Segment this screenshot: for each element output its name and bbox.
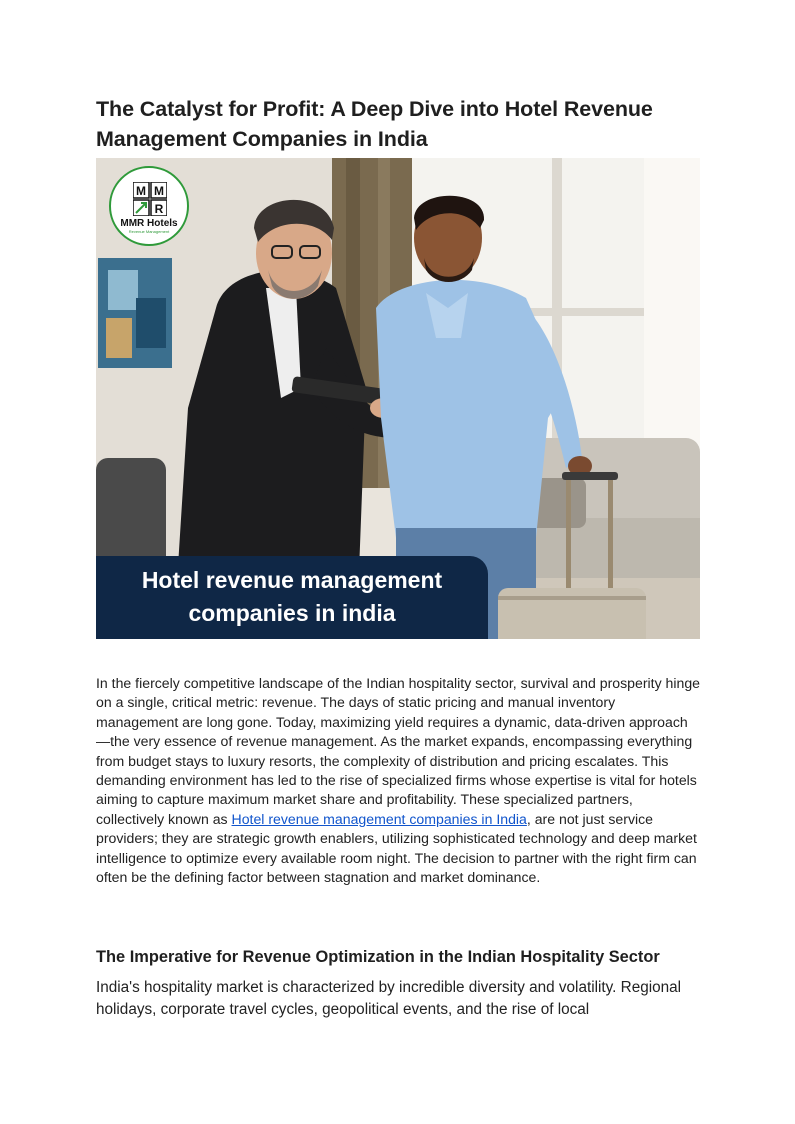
hero-image (96, 158, 700, 639)
banner-line-1: Hotel revenue management (141, 567, 443, 593)
svg-text:M: M (136, 184, 146, 198)
intro-text-before-link: In the fiercely competitive landscape of the Indian hospitality sector, survival and prosperity hinge on a single, critical metric: revenue. The days of static pricing and manual inventory management are long gone. Today, maximizing yield requires a dynamic, data-driven approach—the very essence of revenue management. As the market expands, encompassing everything from budget stays to luxury resorts, the complexity of distribution and pricing escalates. This demanding environment has led to the rise of specialized firms whose expertise is vital for hotels aiming to capture maximum market share and profitability. These specialized partners, collectively known as (96, 675, 701, 827)
logo-name: MMR Hotels (120, 218, 178, 229)
mmr-hotels-logo (109, 166, 189, 246)
logo-mark-icon (133, 182, 167, 216)
svg-text:R: R (154, 202, 164, 216)
section-heading: The Imperative for Revenue Optimization in the Indian Hospitality Sector (96, 948, 660, 966)
article-title: The Catalyst for Profit: A Deep Dive into Hotel Revenue Management Companies in India (96, 97, 653, 151)
hotel-revenue-management-link[interactable]: Hotel revenue management companies in India (231, 810, 527, 827)
banner-line-2: companies in india (188, 600, 396, 626)
hero-banner (96, 556, 488, 639)
svg-text:M: M (154, 184, 164, 198)
section-paragraph: India's hospitality market is characterized by incredible diversity and volatility. Regional holidays, corporate travel cycles, geopolitical events, and the rise of local (96, 979, 682, 1018)
logo-subtitle: Revenue Management (128, 229, 170, 234)
intro-paragraph (96, 674, 700, 887)
intro-text-after-link: , are not just service providers; they are strategic growth enablers, utilizing sophisticated technology and deep market intelligence to optimize every available room night. The decision to partner with the right firm can often be the defining factor between stagnation and market dominance. (96, 810, 697, 886)
